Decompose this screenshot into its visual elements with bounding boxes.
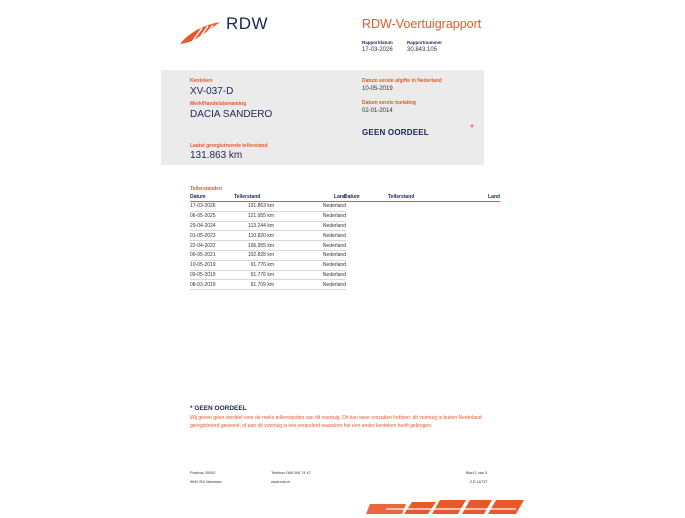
cell-km: 106.955 km (234, 241, 274, 251)
make-label: Merk/Handelsbenaming (190, 101, 247, 107)
footer-postbus: Postbus 30000 (190, 471, 216, 475)
cell-land: Nederland (274, 250, 346, 260)
cell-land: Nederland (274, 241, 346, 251)
report-number-label: Rapportnummer (407, 40, 443, 45)
cell-land: Nederland (274, 211, 346, 221)
col-date: Datum (190, 194, 234, 202)
cell-km: 121.955 km (234, 211, 274, 221)
report-title: RDW-Voertuigrapport (362, 17, 482, 31)
table-row (190, 260, 346, 270)
note-text: Wij geven geen oordeel over de reeks tellerstanden van dit voertuig. Dit kan twee oorzaken hebben: dit voertuig is buiten Nederland geregistreerd geweest, of aan dit voertuig is iets veranderd waardoor het een ander kenteken heeft gekregen. (190, 415, 482, 429)
table-row (190, 231, 346, 241)
logo-text: RDW (226, 14, 269, 33)
report-date: 17-03-2026 (362, 47, 393, 53)
cell-date: 10-05-2019 (190, 260, 234, 270)
cell-land: Nederland (274, 270, 346, 280)
col-land: Land (428, 194, 500, 202)
verdict-asterisk: * (470, 123, 474, 134)
col-km: Tellerstand (234, 194, 274, 202)
footer-page: Blad 1 van 3 (466, 471, 488, 475)
table-header-row (190, 194, 346, 202)
verdict: GEEN OORDEEL (362, 128, 429, 137)
table-row (190, 221, 346, 231)
col-land: Land (274, 194, 346, 202)
cell-date: 08-03-2019 (190, 280, 234, 290)
note-heading: * GEEN OORDEEL (190, 405, 247, 412)
cell-land: Nederland (274, 260, 346, 270)
make-value: DACIA SANDERO (190, 109, 273, 120)
first-admission-label: Datum eerste toelating (362, 100, 416, 106)
first-admission-value: 02-01-2014 (362, 108, 393, 114)
table-row (190, 202, 346, 212)
cell-km: 102.828 km (234, 250, 274, 260)
cell-land: Nederland (274, 280, 346, 290)
report-number: 30.843.105 (407, 47, 438, 53)
cell-km: 113.244 km (234, 221, 274, 231)
cell-km: 91.776 km (234, 270, 274, 280)
table-row (190, 241, 346, 251)
cell-date: 01-05-2023 (190, 231, 234, 241)
table-row (190, 270, 346, 280)
cell-land: Nederland (274, 221, 346, 231)
cell-date: 29-04-2024 (190, 221, 234, 231)
plate-value: XV-037-D (190, 86, 234, 97)
cell-date: 22-04-2022 (190, 241, 234, 251)
cell-km: 110.820 km (234, 231, 274, 241)
footer-phone: Telefoon 088 008 74 47 (271, 471, 311, 475)
cell-km: 91.709 km (234, 280, 274, 290)
decorative-stripes-icon (366, 498, 526, 518)
first-admission-nl-value: 10-05-2019 (362, 86, 393, 92)
cell-date: 09-05-2019 (190, 270, 234, 280)
cell-date: 17-03-2026 (190, 202, 234, 212)
cell-land: Nederland (274, 231, 346, 241)
report-date-label: Rapportdatum (362, 40, 393, 45)
odometer-table-right (344, 194, 500, 202)
rdw-logo (178, 14, 269, 48)
last-odometer-label: Laatst geregistreerde tellerstand (190, 143, 268, 149)
last-odometer-value: 131.863 km (190, 150, 243, 161)
footer-code: 2.E.1673T (470, 480, 488, 484)
table-row (190, 211, 346, 221)
table-header-row (344, 194, 500, 202)
footer-city: 9640 RA Veendam (190, 480, 222, 484)
odometer-section-title: Tellerstanden (190, 186, 223, 192)
cell-land: Nederland (274, 202, 346, 212)
table-row (190, 250, 346, 260)
col-km: Tellerstand (388, 194, 428, 202)
footer-website[interactable]: www.rdw.nl (271, 480, 290, 484)
cell-km: 131.863 km (234, 202, 274, 212)
table-row (190, 280, 346, 290)
rdw-logo-mark-icon (178, 18, 222, 46)
plate-label: Kenteken (190, 78, 213, 84)
col-date: Datum (344, 194, 388, 202)
odometer-table-left (190, 194, 346, 290)
cell-date: 06-05-2021 (190, 250, 234, 260)
first-admission-nl-label: Datum eerste afgifte in Nederland (362, 78, 442, 84)
cell-km: 91.776 km (234, 260, 274, 270)
cell-date: 06-05-2025 (190, 211, 234, 221)
